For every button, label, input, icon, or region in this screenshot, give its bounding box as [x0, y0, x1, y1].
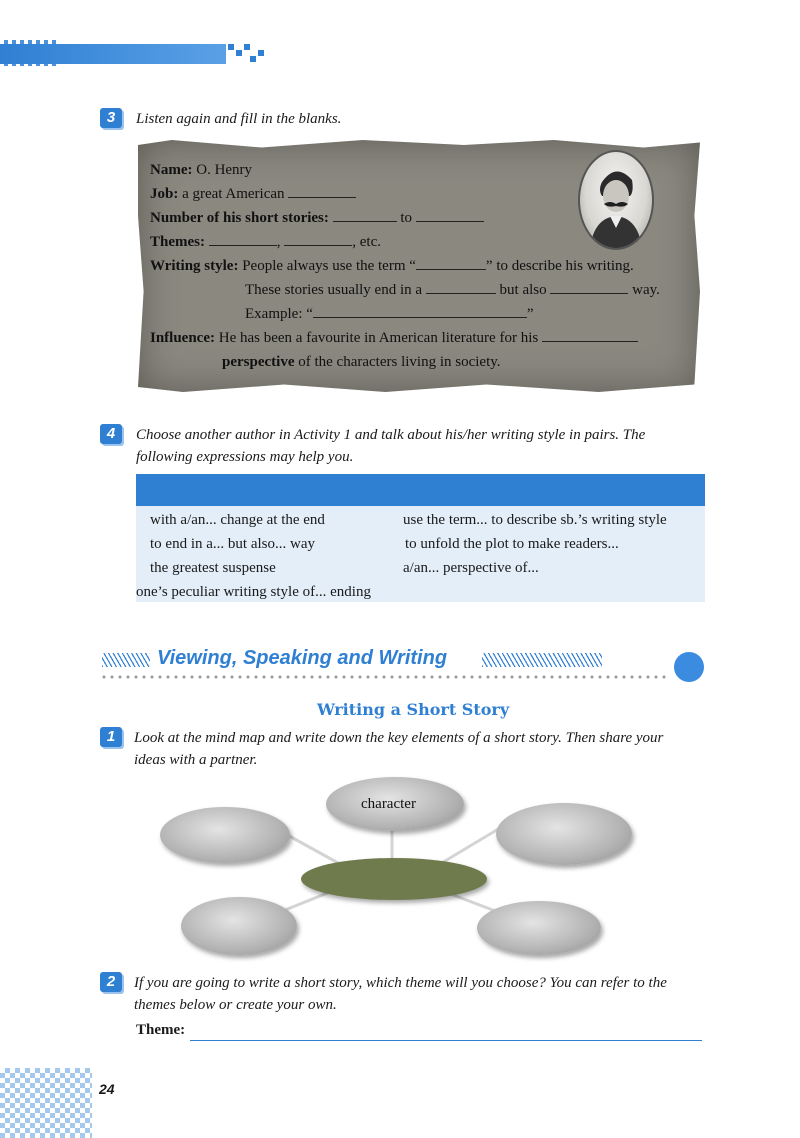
stories-line: Number of his short stories: to [150, 206, 484, 230]
activity-2-instruction-line-1: If you are going to write a short story, which theme will you choose? You can refer to the [134, 975, 667, 991]
activity-1-instruction-line-2: ideas with a partner. [134, 752, 258, 768]
expression-item: with a/an... change at the end [150, 512, 325, 528]
mindmap-label: character [361, 796, 416, 812]
activity-4-instruction-line-1: Choose another author in Activity 1 and talk about his/her writing style in pairs. The [136, 427, 646, 443]
mindmap-node-blank[interactable] [477, 901, 601, 955]
footer-pattern [0, 1068, 92, 1138]
section-title: Viewing, Speaking and Writing [157, 647, 448, 669]
name-line: Name: O. Henry [150, 162, 253, 178]
themes-line: Themes: , , etc. [150, 230, 381, 254]
job-line: Job: a great American [150, 182, 356, 206]
mindmap-center-node[interactable] [301, 858, 487, 900]
activity-2-badge: 2 [100, 972, 122, 992]
section-subtitle: Writing a Short Story [317, 700, 510, 719]
mindmap-node-blank[interactable] [160, 807, 290, 863]
expression-item: use the term... to describe sb.’s writing style [403, 512, 667, 528]
activity-3-instruction: Listen again and fill in the blanks. [136, 111, 342, 127]
expression-item: the greatest suspense [150, 560, 276, 576]
influence-line-2: perspective of the characters living in society. [222, 354, 501, 370]
activity-1-instruction-line-1: Look at the mind map and write down the key elements of a short story. Then share your [134, 730, 664, 746]
mindmap-node-blank[interactable] [181, 897, 297, 955]
style-line-3: Example: “ ” [245, 302, 534, 326]
mindmap-node-blank[interactable] [496, 803, 632, 865]
page-number: 24 [99, 1081, 115, 1097]
activity-3-badge: 3 [100, 108, 122, 128]
influence-line-1: Influence: He has been a favourite in American literature for his [150, 326, 638, 350]
activity-4-badge: 4 [100, 424, 122, 444]
activity-1-badge: 1 [100, 727, 122, 747]
activity-2-instruction-line-2: themes below or create your own. [134, 997, 337, 1013]
style-line-1: Writing style: People always use the term “ ” to describe his writing. [150, 254, 634, 278]
expression-item: to unfold the plot to make readers... [405, 536, 619, 552]
expression-item: a/an... perspective of... [403, 560, 539, 576]
theme-input-line[interactable] [190, 1040, 702, 1041]
activity-4-instruction-line-2: following expressions may help you. [136, 449, 354, 465]
expression-item: one’s peculiar writing style of... ending [136, 584, 371, 600]
expression-item: to end in a... but also... way [150, 536, 315, 552]
theme-label: Theme: [136, 1022, 186, 1038]
style-line-2: These stories usually end in a but also way. [245, 278, 660, 302]
